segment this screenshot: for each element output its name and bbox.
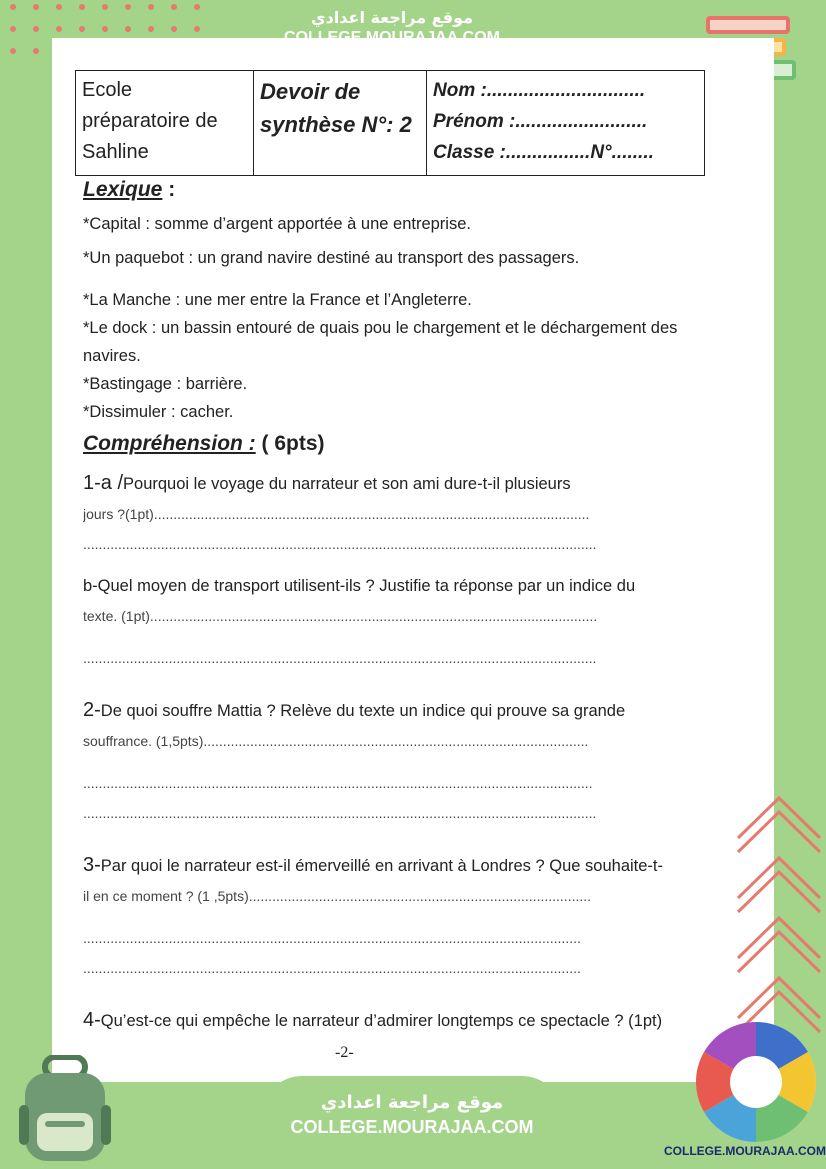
lexique-item: *Un paquebot : un grand navire destiné au transport des passagers. — [83, 249, 580, 267]
decorative-dot — [56, 4, 62, 10]
decorative-dot — [33, 4, 39, 10]
site-arabic-name: موقع مراجعة اعدادي — [310, 8, 474, 27]
decorative-dot — [102, 4, 108, 10]
answer-line[interactable]: ................................................................................................................................ — [83, 960, 581, 976]
site-domain[interactable]: COLLEGE.MOURAJAA.COM — [290, 1117, 534, 1137]
exam-title — [254, 71, 427, 176]
question-1a — [83, 468, 703, 499]
question-number: 2- — [83, 699, 101, 721]
comprehension-title: Compréhension : — [83, 432, 256, 455]
site-arabic-name: موقع مراجعة اعدادي — [320, 1092, 504, 1113]
college-logo-label: COLLEGE.MOURAJAA.COM — [664, 1144, 826, 1158]
comprehension-heading — [83, 432, 703, 456]
question-1b — [83, 571, 703, 601]
decorative-dot — [33, 48, 39, 54]
decorative-dot — [125, 26, 131, 32]
school-line: préparatoire de — [82, 110, 218, 132]
firstname-field[interactable]: Prénom :......................... — [433, 111, 648, 132]
decorative-dot — [56, 26, 62, 32]
lexique-item: *Capital : somme d’argent apportée à une entreprise. — [83, 215, 471, 233]
backpack-icon — [15, 1055, 115, 1165]
answer-line[interactable]: il en ce moment ? (1 ,5pts)........................................................................................ — [83, 888, 592, 904]
question-2 — [83, 695, 703, 726]
answer-line[interactable]: .................................................................................................................................... — [83, 805, 597, 821]
school-name — [76, 71, 254, 176]
lexique-title: Lexique — [83, 178, 163, 201]
comprehension-points: ( 6pts) — [255, 432, 325, 455]
site-banner-bottom[interactable] — [262, 1076, 562, 1169]
answer-line[interactable]: .................................................................................................................................... — [83, 536, 597, 552]
question-text: Pourquoi le voyage du narrateur et son ami dure-t-il plusieurs — [123, 475, 571, 493]
question-4 — [83, 1005, 703, 1036]
lexique-heading — [83, 178, 703, 202]
question-number: 3- — [83, 854, 101, 876]
answer-line[interactable]: jours ?(1pt)................................................................................................................ — [83, 506, 590, 522]
student-fields — [427, 71, 705, 176]
exam-title-line: synthèse N°: 2 — [260, 112, 412, 137]
answer-line[interactable]: souffrance. (1,5pts)................................................................................................... — [83, 733, 589, 749]
page-number: -2- — [335, 1044, 354, 1061]
decorative-dot — [194, 4, 200, 10]
lexique-item: *La Manche : une mer entre la France et l’Angleterre. — [83, 291, 472, 309]
question-number: 4- — [83, 1009, 101, 1031]
question-number: 1-a / — [83, 472, 124, 494]
school-line: Sahline — [82, 141, 149, 163]
decorative-dot — [125, 4, 131, 10]
decorative-dot — [79, 26, 85, 32]
question-text: Qu’est-ce qui empêche le narrateur d’admirer longtemps ce spectacle ? (1pt) — [100, 1012, 663, 1030]
decorative-dot — [148, 26, 154, 32]
question-text: b-Quel moyen de transport utilisent-ils ? Justifie ta réponse par un indice du — [83, 577, 636, 595]
lexique-title-suffix: : — [162, 178, 176, 201]
exam-header-table — [75, 70, 705, 176]
question-text: De quoi souffre Mattia ? Relève du texte un indice qui prouve sa grande — [100, 702, 626, 720]
decorative-dot — [10, 26, 16, 32]
decorative-dot — [171, 26, 177, 32]
exam-content — [83, 176, 703, 1036]
lexique-item: *Le dock : un bassin entouré de quais pou le chargement et le déchargement des navires. — [83, 319, 678, 365]
answer-line[interactable]: ................................................................................................................................ — [83, 930, 581, 946]
decorative-dot — [79, 4, 85, 10]
answer-line[interactable]: ................................................................................................................................... — [83, 775, 593, 791]
decorative-dot — [33, 26, 39, 32]
decorative-dot — [102, 26, 108, 32]
exam-title-line: Devoir de — [260, 79, 361, 104]
decorative-dot — [194, 26, 200, 32]
answer-line[interactable]: .................................................................................................................................... — [83, 650, 597, 666]
question-text: Par quoi le narrateur est-il émerveillé en arrivant à Londres ? Que souhaite-t- — [100, 857, 663, 875]
question-3 — [83, 850, 703, 881]
school-line: Ecole — [82, 79, 133, 101]
college-wheel-logo[interactable] — [694, 1020, 818, 1144]
class-field[interactable]: Classe :................N°........ — [433, 142, 654, 163]
name-field[interactable]: Nom :.............................. — [433, 80, 646, 101]
decorative-dot — [10, 4, 16, 10]
lexique-item: *Bastingage : barrière. — [83, 375, 248, 393]
chevron-up-icon — [734, 790, 824, 1050]
answer-line[interactable]: texte. (1pt)................................................................................................................... — [83, 608, 598, 624]
lexique-item: *Dissimuler : cacher. — [83, 403, 234, 421]
decorative-dot — [10, 48, 16, 54]
decorative-dot — [148, 4, 154, 10]
decorative-dot — [171, 4, 177, 10]
